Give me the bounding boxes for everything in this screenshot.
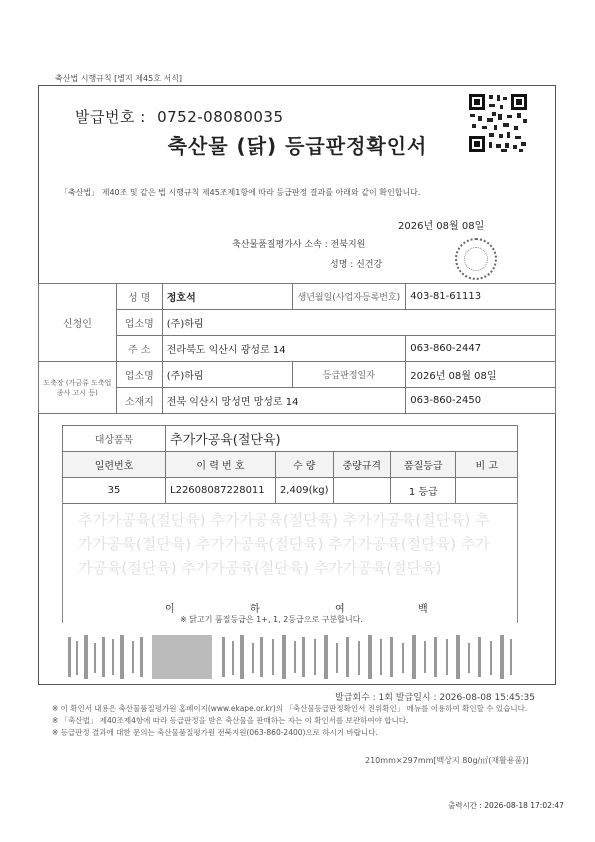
applicant-table	[38, 283, 556, 414]
address-label: 주 소	[116, 336, 162, 362]
footnote-3: ※ 등급판정 결과에 대한 문의는 축산물품질평가원 전북지원(063-860-2400)으로 하시기 바랍니다.	[52, 728, 378, 737]
issue-number-value: 0752-08080035	[157, 108, 284, 126]
print-time: 출력시간 : 2026-08-18 17:02:47	[448, 801, 564, 810]
applicant-company: (주)하림	[162, 310, 555, 336]
product-value: 추가가공육(절단육)	[166, 426, 518, 452]
grade-note: ※ 닭고기 품질등급은 1+, 1, 2등급으로 구분합니다.	[180, 615, 363, 624]
word-ha: 하	[250, 604, 260, 615]
qr-code	[467, 92, 529, 154]
document-title: 축산물 (닭) 등급판정확인서	[167, 134, 428, 158]
issue-number	[75, 106, 284, 127]
trace-cell: L22608087228011	[166, 478, 276, 504]
plant-section-label: 도축장 (가금류 도축업 종사 고시 등)	[39, 362, 117, 414]
name-label: 성 명	[116, 284, 162, 310]
company-label: 업소명	[116, 310, 162, 336]
applicant-name: 정호석	[162, 284, 292, 310]
issue-number-label: 발급번호 :	[75, 108, 146, 126]
grade-cell: 1 등급	[391, 478, 456, 504]
form-reference: 축산법 시행규칙 [별지 제45호 서식]	[55, 74, 183, 83]
grading-date: 2026년 08월 08일	[406, 362, 556, 388]
col-qty: 수 량	[275, 452, 333, 478]
issue-count-info: 발급회수 : 1회 발급일시 : 2026-08-08 15:45:35	[335, 693, 535, 703]
footnotes	[52, 703, 542, 739]
footnote-1: ※ 이 확인서 내용은 축산물품질평가원 홈페이지(www.ekape.or.kr)의 「축산물등급판정확인서 진위확인」 메뉴를 이용하여 확인할 수 있습니다.	[52, 704, 528, 713]
official-seal	[455, 238, 497, 280]
word-yeo: 여	[335, 604, 345, 615]
serial-cell: 35	[63, 478, 166, 504]
security-watermark: 추가가공육(절단육) 추가가공육(절단육) 추가가공육(절단육) 추가가공육(절단육) 추가가공육(절단육) 추가가공육(절단육) 추가가공육(절단육) 추가가공육(절단육) 추가가공육(절단육)	[78, 511, 490, 577]
col-grade: 품질등급	[391, 452, 456, 478]
col-weight: 중량규격	[333, 452, 391, 478]
applicant-address: 전라북도 익산시 광성로 14	[162, 336, 405, 362]
word-baek: 백	[418, 604, 428, 615]
plant-address-label: 소재지	[116, 388, 162, 414]
birth-label: 생년월일(사업자등록번호)	[292, 284, 406, 310]
applicant-section-label: 신청인	[39, 284, 117, 362]
intro-statement: 「축산법」 제40조 및 같은 법 시행규칙 제45조제1항에 따라 등급판정 결과를 아래와 같이 확인합니다.	[60, 188, 421, 197]
plant-phone: 063-860-2450	[406, 388, 556, 414]
qty-cell: 2,409(kg)	[275, 478, 333, 504]
grading-date-label: 등급판정일자	[292, 362, 406, 388]
issue-date: 2026년 08월 08일	[398, 221, 485, 232]
plant-name: (주)하림	[162, 362, 292, 388]
word-i: 이	[165, 604, 175, 615]
security-barcode	[62, 633, 518, 683]
product-label: 대상품목	[63, 426, 166, 452]
col-trace: 이 력 번 호	[166, 452, 276, 478]
applicant-phone: 063-860-2447	[406, 336, 556, 362]
evaluator-name: 성명 : 신건강	[330, 260, 383, 270]
plant-address: 전북 익산시 망성면 망성로 14	[162, 388, 405, 414]
col-serial: 일련번호	[63, 452, 166, 478]
business-reg-number: 403-81-61113	[406, 284, 556, 310]
grading-result-table	[62, 425, 518, 504]
footnote-2: ※ 「축산법」 제40조제4항에 따라 등급판정을 받은 축산물을 판매하는 자는 이 확인서를 보관하여야 합니다.	[52, 716, 409, 725]
paper-spec: 210mm×297mm[백상지 80g/㎡(재활용품)]	[365, 756, 529, 765]
plant-name-label: 업소명	[116, 362, 162, 388]
col-remark: 비 고	[456, 452, 518, 478]
evaluator-organization: 축산물품질평가사 소속 : 전북지원	[232, 240, 366, 250]
